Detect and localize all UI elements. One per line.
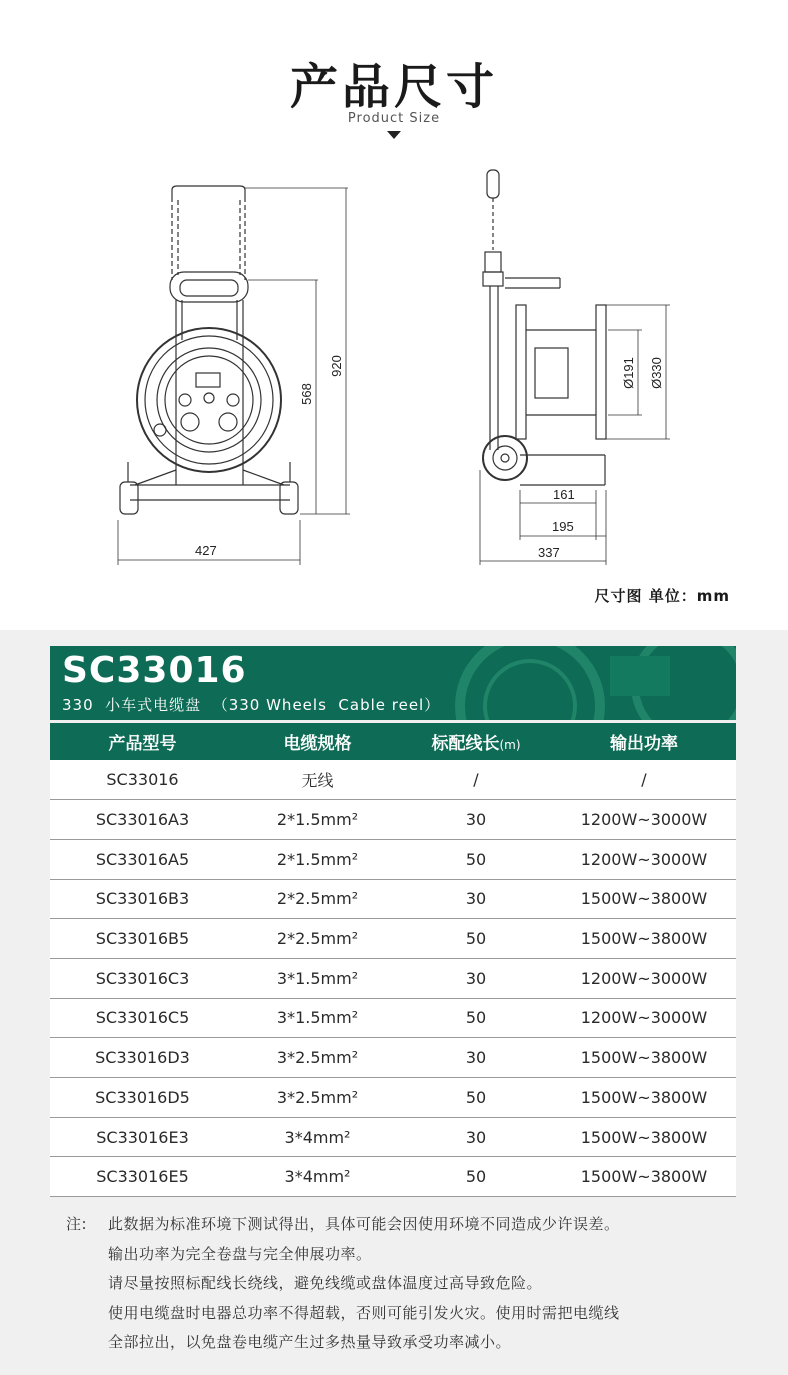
cell-model: SC33016A3	[50, 800, 235, 840]
cell-spec: 3*2.5mm²	[235, 1078, 400, 1118]
header-power: 输出功率	[552, 723, 736, 760]
dimension-drawing	[0, 150, 788, 580]
cell-model: SC33016E3	[50, 1117, 235, 1157]
cell-length: 50	[400, 919, 552, 959]
cell-length: 30	[400, 800, 552, 840]
dim-front-width: 427	[195, 543, 217, 558]
cell-spec: 3*4mm²	[235, 1117, 400, 1157]
cell-power: 1500W~3800W	[552, 1038, 736, 1078]
caret-down-icon	[387, 131, 401, 139]
cell-length: 30	[400, 1038, 552, 1078]
product-banner	[50, 646, 736, 720]
cell-spec: 3*4mm²	[235, 1157, 400, 1197]
cell-power: 1500W~3800W	[552, 919, 736, 959]
cell-length: 30	[400, 1117, 552, 1157]
notes-label: 注:	[66, 1215, 88, 1233]
dim-front-height-total: 920	[329, 355, 344, 377]
table-row	[50, 1078, 736, 1118]
cell-spec: 无线	[235, 760, 400, 800]
cell-power: 1500W~3800W	[552, 879, 736, 919]
table-row	[50, 1117, 736, 1157]
cell-power: 1200W~3000W	[552, 958, 736, 998]
cell-length: /	[400, 760, 552, 800]
page-title: 产品尺寸	[289, 59, 498, 115]
cell-length: 50	[400, 998, 552, 1038]
cell-model: SC33016C3	[50, 958, 235, 998]
cell-model: SC33016	[50, 760, 235, 800]
table-row	[50, 1038, 736, 1078]
cell-spec: 3*1.5mm²	[235, 958, 400, 998]
table-row	[50, 879, 736, 919]
table-row	[50, 800, 736, 840]
cell-power: 1500W~3800W	[552, 1117, 736, 1157]
cell-model: SC33016D3	[50, 1038, 235, 1078]
cell-length: 50	[400, 1157, 552, 1197]
cell-model: SC33016E5	[50, 1157, 235, 1197]
cell-power: 1500W~3800W	[552, 1157, 736, 1197]
cell-power: /	[552, 760, 736, 800]
note-line: 输出功率为完全卷盘与完全伸展功率。	[108, 1245, 372, 1263]
table-row	[50, 839, 736, 879]
cell-spec: 2*2.5mm²	[235, 919, 400, 959]
header-cable-length-label: 标配线长	[431, 734, 500, 754]
dim-side-depth-2: 195	[552, 519, 574, 534]
cell-spec: 2*1.5mm²	[235, 839, 400, 879]
cell-model: SC33016D5	[50, 1078, 235, 1118]
note-line: 全部拉出，以免盘卷电缆产生过多热量导致承受功率减小。	[108, 1333, 512, 1351]
cell-model: SC33016B5	[50, 919, 235, 959]
table-header-row	[50, 723, 736, 760]
cell-spec: 2*1.5mm²	[235, 800, 400, 840]
table-row	[50, 1157, 736, 1197]
header-cable-length-unit: (m)	[499, 738, 521, 752]
cell-length: 30	[400, 879, 552, 919]
cell-length: 50	[400, 839, 552, 879]
cell-model: SC33016A5	[50, 839, 235, 879]
spec-section	[0, 630, 788, 1375]
page-subtitle: Product Size	[347, 111, 441, 126]
spec-table	[50, 723, 736, 1197]
cell-spec: 2*2.5mm²	[235, 879, 400, 919]
dim-front-height-body: 568	[299, 383, 314, 405]
table-row	[50, 919, 736, 959]
table-row	[50, 958, 736, 998]
note-line: 请尽量按照标配线长绕线，避免线缆或盘体温度过高导致危险。	[108, 1274, 543, 1292]
dim-side-depth-1: 161	[553, 487, 575, 502]
cell-power: 1200W~3000W	[552, 998, 736, 1038]
cell-length: 50	[400, 1078, 552, 1118]
product-description: 330 小车式电缆盘 （330 Wheels Cable reel）	[62, 696, 441, 714]
cell-spec: 3*2.5mm²	[235, 1038, 400, 1078]
side-view-drawing	[480, 170, 670, 565]
header-cable-length	[400, 723, 552, 760]
cell-power: 1200W~3000W	[552, 839, 736, 879]
header-cable-spec: 电缆规格	[235, 723, 400, 760]
table-row	[50, 998, 736, 1038]
cell-model: SC33016B3	[50, 879, 235, 919]
size-section	[0, 0, 788, 630]
unit-note: 尺寸图 单位：mm	[594, 587, 730, 605]
dim-side-outer-diameter: Ø330	[649, 357, 664, 389]
dim-side-inner-diameter: Ø191	[621, 357, 636, 389]
product-model-title: SC33016	[62, 650, 247, 691]
cell-length: 30	[400, 958, 552, 998]
cell-model: SC33016C5	[50, 998, 235, 1038]
cell-power: 1500W~3800W	[552, 1078, 736, 1118]
header-model: 产品型号	[50, 723, 235, 760]
note-line: 使用电缆盘时电器总功率不得超载，否则可能引发火灾。使用时需把电缆线	[108, 1304, 620, 1322]
cell-power: 1200W~3000W	[552, 800, 736, 840]
note-line: 此数据为标准环境下测试得出，具体可能会因使用环境不同造成少许误差。	[108, 1215, 620, 1233]
dim-side-depth-3: 337	[538, 545, 560, 560]
front-view-drawing	[118, 186, 350, 565]
cell-spec: 3*1.5mm²	[235, 998, 400, 1038]
table-row	[50, 760, 736, 800]
